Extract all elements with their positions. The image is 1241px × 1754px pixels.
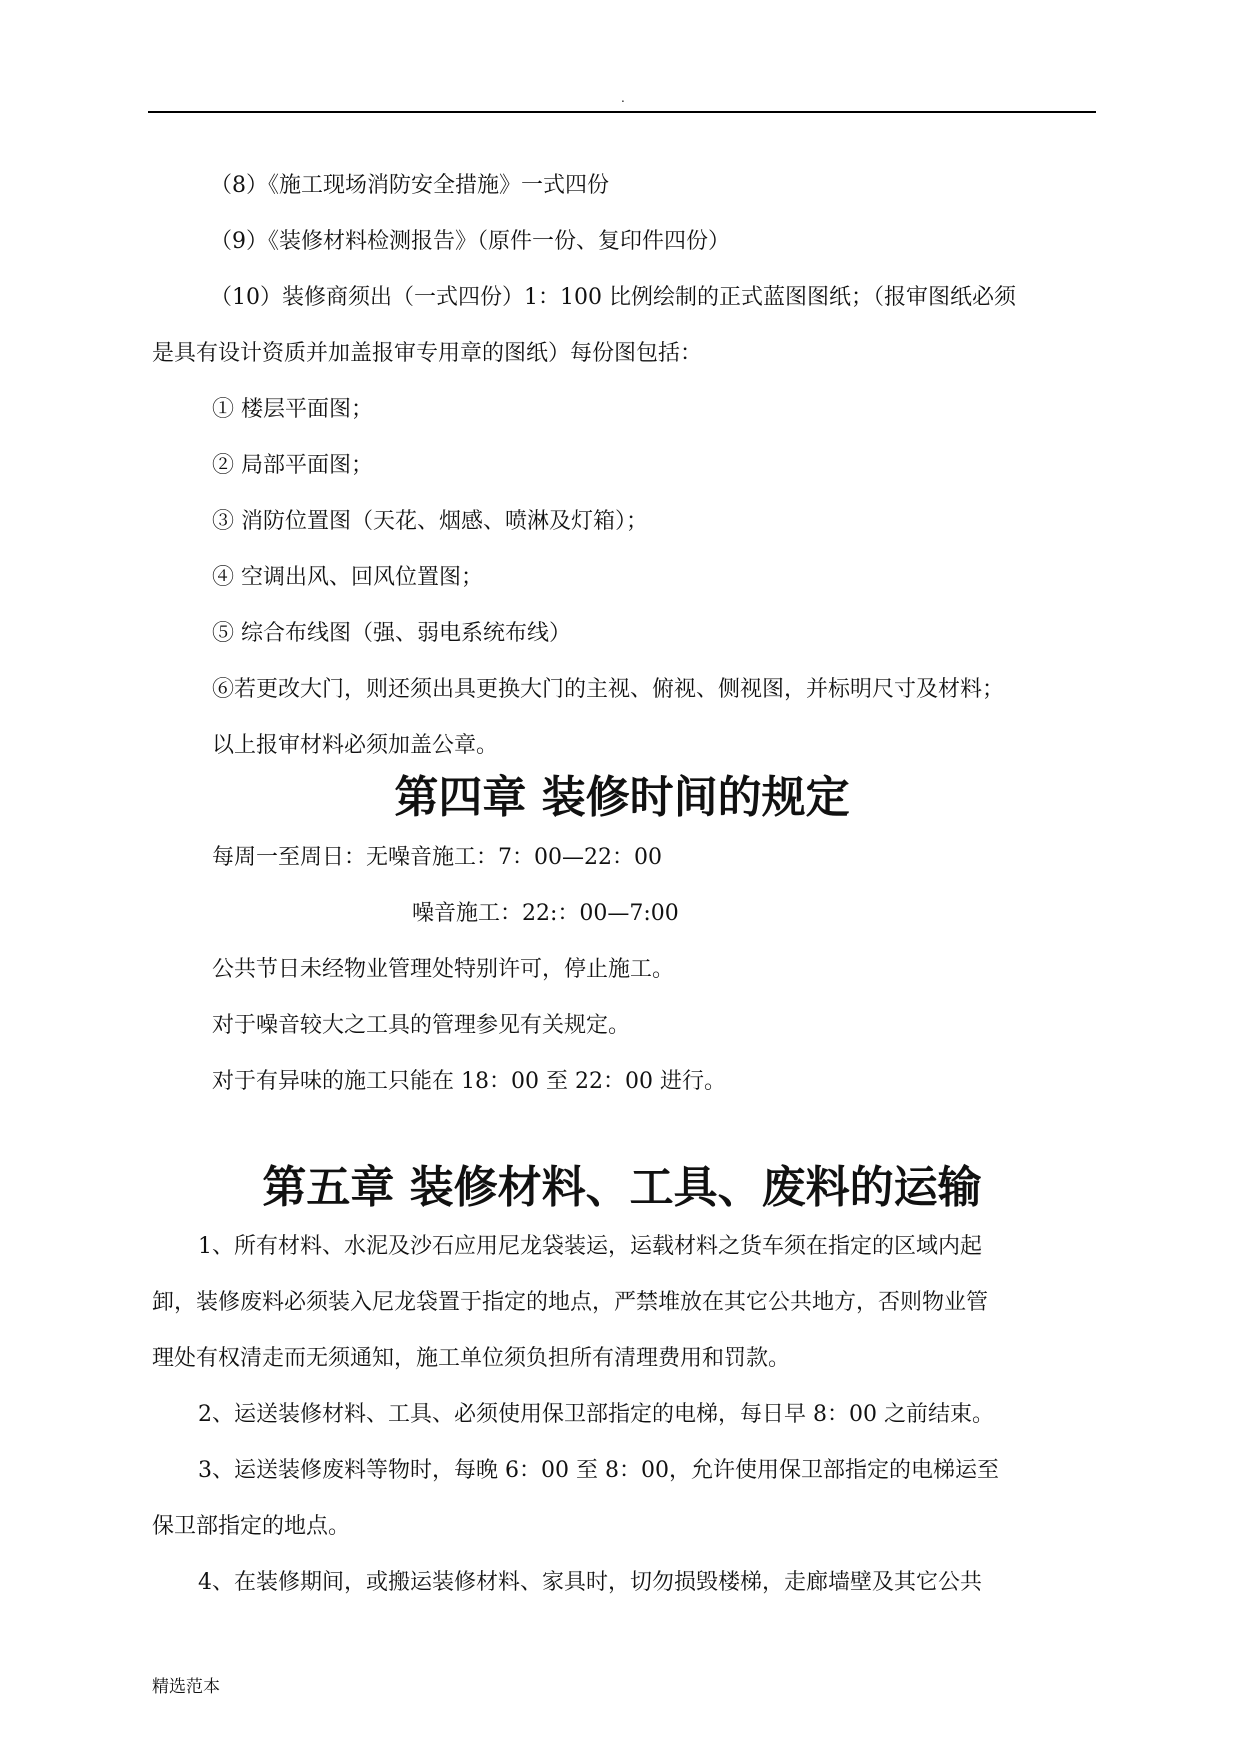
chapter-5-line-6: 保卫部指定的地点。 xyxy=(152,1514,351,1539)
drawing-item-3: ③ 消防位置图（天花、烟感、喷淋及灯箱）； xyxy=(212,509,648,534)
material-item-8: （8）《施工现场消防安全措施》一式四份 xyxy=(210,173,609,198)
chapter-5-title: 第五章 装修材料、工具、废料的运输 xyxy=(262,1162,982,1213)
chapter-5-line-4: 2、运送装修材料、工具、必须使用保卫部指定的电梯，每日早 8：00 之前结束。 xyxy=(198,1402,994,1427)
footer-text: 精选范本 xyxy=(152,1677,220,1697)
drawing-item-5: ⑤ 综合布线图（强、弱电系统布线） xyxy=(212,621,571,646)
header-rule xyxy=(148,111,1096,113)
material-item-10-line-2: 是具有设计资质并加盖报审专用章的图纸）每份图包括： xyxy=(152,341,703,366)
header-mark: . xyxy=(621,91,625,105)
material-item-10-line-1: （10）装修商须出（一式四份）1：100 比例绘制的正式蓝图图纸；（报审图纸必须 xyxy=(210,285,1016,310)
material-item-9: （9）《装修材料检测报告》（原件一份、复印件四份） xyxy=(210,229,730,254)
chapter-4-line-3: 公共节日未经物业管理处特别许可，停止施工。 xyxy=(212,957,675,982)
drawing-item-4: ④ 空调出风、回风位置图； xyxy=(212,565,483,590)
seal-note: 以上报审材料必须加盖公章。 xyxy=(212,733,499,758)
chapter-4-line-1: 每周一至周日：无噪音施工：7：00—22：00 xyxy=(212,845,662,870)
chapter-5-line-2: 卸，装修废料必须装入尼龙袋置于指定的地点，严禁堆放在其它公共地方，否则物业管 xyxy=(152,1290,989,1315)
chapter-5-line-7: 4、在装修期间，或搬运装修材料、家具时，切勿损毁楼梯，走廊墙壁及其它公共 xyxy=(198,1570,982,1595)
chapter-4-line-5: 对于有异味的施工只能在 18：00 至 22：00 进行。 xyxy=(212,1069,726,1094)
chapter-4-title: 第四章 装修时间的规定 xyxy=(394,772,850,823)
chapter-4-line-2: 噪音施工：22:：00—7:00 xyxy=(412,901,679,926)
drawing-item-6: ⑥若更改大门，则还须出具更换大门的主视、俯视、侧视图，并标明尺寸及材料； xyxy=(212,677,1005,702)
drawing-item-2: ② 局部平面图； xyxy=(212,453,373,478)
chapter-5-line-3: 理处有权清走而无须通知，施工单位须负担所有清理费用和罚款。 xyxy=(152,1346,791,1371)
drawing-item-1: ① 楼层平面图； xyxy=(212,397,373,422)
chapter-5-line-1: 1、所有材料、水泥及沙石应用尼龙袋装运，运载材料之货车须在指定的区域内起 xyxy=(198,1234,982,1259)
chapter-4-line-4: 对于噪音较大之工具的管理参见有关规定。 xyxy=(212,1013,631,1038)
chapter-5-line-5: 3、运送装修废料等物时，每晚 6：00 至 8：00，允许使用保卫部指定的电梯运至 xyxy=(198,1458,999,1483)
